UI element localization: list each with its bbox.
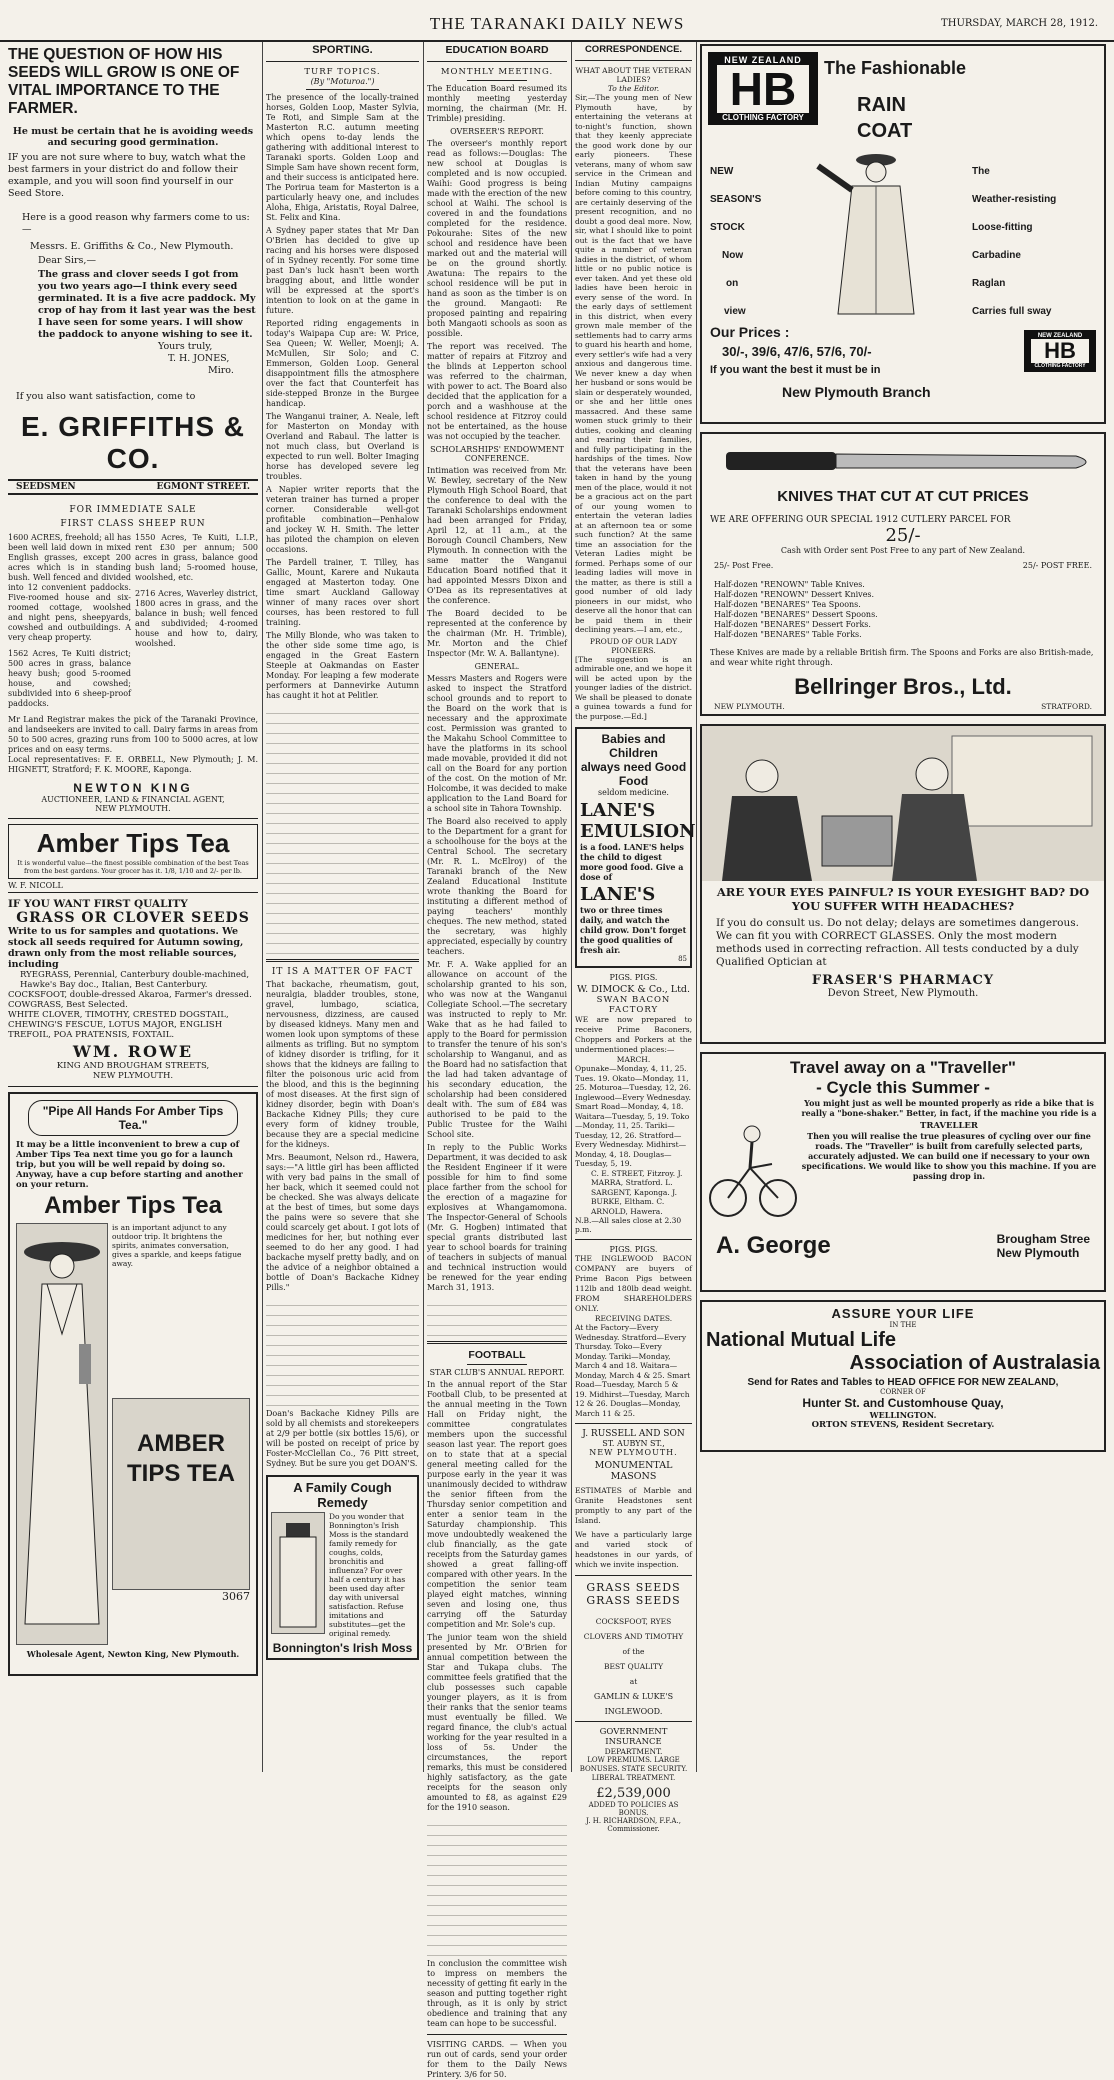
monthly-meeting: MONTHLY MEETING. bbox=[440, 67, 554, 77]
cough-bottle-illustration bbox=[271, 1512, 325, 1634]
nml-corner: CORNER OF bbox=[880, 1388, 926, 1396]
hb-right-4: Raglan bbox=[972, 278, 1006, 289]
matter-body-2: Mrs. Beaumont, Nelson rd., Hawera, says:—"A little girl has been afflicted with very bad pains in the small of her back, which it seemed could not be checked. She was always delicate at the best of times, but some days the pains were so severe that she could scarcely get about. I got lots of medicines for her, but nothing ever seemed to do her any good. I had backache myself pretty badly, and on the advice of a neighbor obtained a bottle of Doan's Backache Kidney Pills." bbox=[266, 1153, 419, 1292]
hb-prices: 30/-, 39/6, 47/6, 57/6, 70/- bbox=[722, 344, 872, 359]
edu-body-2: The overseer's monthly report read as follows:—Douglas: The new school at Douglas is completed and is now occupied. Waihi: Good progress is being made with the erection of the new school at Waihi. The school is covered in and the foundations completed for the residence. Pokourahe: Sites of the new school and residence have been marked out and the material will be on the ground shortly. Awatuna: The repairs to the school residence will be put in hand as soon as the timber is on the ground. Mangaoti: Re proposed painting and repairing both Mangaoti schools as soon as possible. bbox=[427, 139, 567, 338]
letter-body: Sir,—The young men of New Plymouth have, by entertaining the veterans at to-night's function, shown that they keenly appreciate the good work done by our early pioneers. These veterans, many of whom saw service in the Crimean and Indian Mutiny campaigns before coming to this country, are certainly deserving of the present recognition, and no doubt a good deal more. Now, sir, what I should like to point out is the fact that we have quite a number of veteran ladies in the district, of whom little or no public notice is ever taken. And yet these old ladies have been heroic in every sense of the word. In the early days of settlement in this district, when every grown male member of the settlements had to carry arms to guard his hearth and home, every settler's wife had a very anxious and dangerous time. We never knew a day when her husband or sons would be slain or desperately wounded, or she and her little ones massacred. And these same women stuck grimly to their duties, cooking and cleaning and rearing their families, and fully participating in the hardships of the times. Now that the veterans have been taken in hand by the young men of the place, would it not be a gracious act on the part of our young women to entertain the veteran ladies at an afternoon tea or some such function? At the same time an association for the Veteran Ladies might be formed. Perhaps some of our leading ladies will move in the matter, as there is still a good number of old lady pioneers in our midst, who deserve all the honor that can be paid them in their declining years.—I am, etc., bbox=[575, 93, 693, 634]
cyclist-illustration bbox=[706, 1098, 798, 1228]
sale-head: FOR IMMEDIATE SALE bbox=[69, 505, 197, 515]
column-rule bbox=[423, 42, 424, 1772]
lanes-emulsion-ad bbox=[575, 727, 696, 968]
seeds-list-2: COCKSFOOT, double-dressed Akaroa, Farmer's dressed. bbox=[8, 990, 252, 1000]
sale-listing-4: 1562 Acres, Te Kuiti district; 500 acres in grass, balance heavy bush; good 5-roomed house, and cowshed; subdivided into 6 sheep-proof paddocks. bbox=[8, 649, 131, 708]
rowe-name: WM. ROWE bbox=[72, 1042, 194, 1061]
cocksfoot-3: of the bbox=[622, 1647, 645, 1656]
hb-right-2: Loose-fitting bbox=[972, 222, 1033, 233]
edu-body-4: Intimation was received from Mr. W. Bewley, secretary of the New Plymouth High School Board, that the conference to deal with the Taranaki Scholarships endowment had been arranged for Friday, April 12, at 11 a.m., at the Borough Council Chambers, New Plymouth. In connection with the same matter the Wanganui Education Board notified that it had appointed Messrs Dixon and O'Dea as its representatives at the conference. bbox=[427, 466, 567, 605]
grass-seeds-2: GRASS SEEDS bbox=[586, 1594, 681, 1607]
frasers-pharmacy-ad bbox=[700, 724, 1106, 1044]
russell-addr-1: ST. AUBYN ST., bbox=[602, 1439, 665, 1448]
football-body-1: In the annual report of the Star Football Club, to be presented at the annual meeting in the Town Hall on Friday night, the committee congratulates members upon the successful season last year. The report goes on to state that at a special general meeting called for the purpose early in the year it was unanimously decided to withdraw the senior fifteen from the Thursday senior competition and enter a senior team in the Saturday championship. This move undoubtedly weakened the club financially, as the gate receipts from the Saturday games showed a great falling-off compared with other years. In the competition the senior team played eight matches, winning seven and losing one, thus carrying off the Saturday competition and Mr. Sole's cup. bbox=[427, 1380, 567, 1629]
hb-prices-label: Our Prices : bbox=[710, 324, 790, 340]
star-club-head: STAR CLUB'S ANNUAL REPORT. bbox=[429, 1368, 565, 1377]
turf-body-6: The Pardell trainer, T. Tilley, has Gallic, Mount, Karere and Nukauta engaged at Masterton today. One time smart Auckland Galloway winner of many races over short courses, has been restored to full training. bbox=[266, 558, 419, 627]
letter-signoff: PROUD OF OUR LADY PIONEERS. bbox=[589, 636, 678, 655]
seed-headline: THE QUESTION OF HOW HIS SEEDS WILL GROW IS ONE OF VITAL IMPORTANCE TO THE FARMER. bbox=[8, 46, 240, 117]
nml-secretary: ORTON STEVENS, Resident Secretary. bbox=[811, 1420, 995, 1430]
tea-packet-illustration bbox=[112, 1398, 250, 1590]
hb-left-5: view bbox=[724, 306, 746, 317]
seed-satisfaction: If you also want satisfaction, come to bbox=[16, 391, 196, 402]
education-heading: EDUCATION BOARD bbox=[445, 44, 549, 56]
traveller-cycle-ad bbox=[700, 1052, 1106, 1292]
amber-points: is an important adjunct to any outdoor trip. It brightens the spirits, animates conversation, gives a sparkle, and keeps fatigue away. bbox=[112, 1223, 242, 1268]
newton-king-sub-1: AUCTIONEER, LAND & FINANCIAL AGENT, bbox=[41, 795, 225, 804]
football-body-2: The junior team won the shield presented by Mr. O'Brien for annual competition between the Star and Tukapa clubs. The committee feels gratified that the club possesses such capable younger players, as it is from their ranks that the senior teams must eventually be filled. We regard finance, the club's actual working for the year resulted in a loss of 5s. Under the circumstances, the report remarks, this must be considered highly satisfactory, as the gate receipts for the season only amounted to £8, as against £29 for the 1910 season. bbox=[427, 1633, 567, 1812]
turf-body-3: Reported riding engagements in today's Waipapa Cup are: W. Price, Sea Queen; W. Weller, Moenji; A. McMullen, Sir Solo; and C. Emmerson, Golden Loop. General disappointment fills the atmosphere over the fact that Counterfeit has side-stepped Bronze in the Burgee handicap. bbox=[266, 319, 419, 408]
inglewood-body: THE INGLEWOOD BACON COMPANY are buyers of Prime Bacon Pigs between 112lb and 180lb dead weight. FROM SHAREHOLDERS ONLY. bbox=[575, 1254, 692, 1313]
knives-offer: WE ARE OFFERING OUR SPECIAL 1912 CUTLERY PARCEL FOR bbox=[710, 515, 1011, 525]
agent-reps: Local representatives: F. E. ORBELL, New Plymouth; J. M. HIGNETT, Stratford; F. K. MOORE, Kaponga. bbox=[8, 755, 258, 774]
turf-body-1: The presence of the locally-trained horses, Golden Loop, Master Sylvia, Te Roti, and Simple Sam at the Masterton R.C. autumn meeting which opens to-day lends the gathering with additional interest to Taranaki sports. Golden Loop and Simple Sam have shown recent form, and their success is anticipated here. The Porirua team for Masterton is a particularly heavy one, and includes Aloha, Ehiga, Aristatis, Royal Dalree, St. Felix and Kina. bbox=[266, 93, 419, 222]
turf-body-4: The Wanganui trainer, A. Neale, left for Masterton on Monday with Overland and Rabaul. The latter is not much class, but Overland is expected to run well. Bolter Imaging horse has developed severe leg troubles. bbox=[266, 412, 419, 481]
seeds-body: Write to us for samples and quotations. We stock all seeds required for Autumn sowing, drawn only from the most reliable sources, including bbox=[8, 926, 244, 970]
knives-note: These Knives are made by a reliable British firm. The Spoons and Forks are also British-made, and wear white right through. bbox=[710, 648, 1094, 667]
hb-branch: New Plymouth Branch bbox=[782, 384, 931, 400]
gov-amount: £2,539,000 bbox=[596, 1786, 671, 1801]
cocksfoot-4: BEST QUALITY bbox=[603, 1662, 664, 1671]
hb-right-5: Carries full sway bbox=[972, 306, 1052, 317]
pigs2-head: PIGS. PIGS. bbox=[609, 1245, 658, 1254]
visiting-cards: VISITING CARDS. — When you run out of cards, send your order for them to the Daily News Printery. 3/6 for 50. bbox=[427, 2040, 567, 2079]
hb-best: If you want the best it must be in bbox=[710, 364, 881, 376]
pipe-body: It may be a little inconvenient to brew a cup of Amber Tips Tea next time you go for a launch trip, but you will be well repaid by doing so. Anyway, have a cup before starting and another on your return. bbox=[16, 1140, 243, 1190]
amber-tips-ad bbox=[8, 1092, 258, 1676]
hb-right-0: The bbox=[972, 166, 990, 177]
nml-send: Send for Rates and Tables to HEAD OFFICE FOR NEW ZEALAND, bbox=[747, 1377, 1059, 1388]
bacon-sub: SWAN BACON FACTORY bbox=[596, 995, 671, 1015]
lanes-name-2: LANE'S bbox=[580, 884, 656, 905]
hb-small-factory: CLOTHING FACTORY bbox=[1034, 363, 1086, 369]
seed-sign-2: T. H. JONES, bbox=[168, 353, 230, 364]
traveller-head-1: Travel away on a "Traveller" bbox=[790, 1058, 1016, 1077]
lanes-name-1: LANE'S bbox=[580, 800, 656, 821]
griffiths-seedsmen: SEEDSMEN bbox=[16, 482, 76, 492]
seed-salute: Dear Sirs,— bbox=[38, 255, 96, 266]
seed-letter: The grass and clover seeds I got from you two years ago—I think every seed germinated. It is a five acre paddock. My crop of hay from it last year was the best I have seen for some years. I will show the paddock to anyone wishing to see it. bbox=[38, 269, 256, 340]
lanes-body: is a food. LANE'S helps the child to digest more good food. Give a dose of bbox=[580, 842, 684, 882]
amber-tips-logo: Amber Tips Tea bbox=[36, 828, 230, 858]
issue-date: THURSDAY, MARCH 28, 1912. bbox=[941, 18, 1098, 29]
lanes-emulsion: EMULSION bbox=[580, 821, 696, 842]
overseer-head: OVERSEER'S REPORT. bbox=[450, 127, 544, 136]
scholarship-head: SCHOLARSHIPS' ENDOWMENT CONFERENCE. bbox=[430, 445, 564, 463]
bacon-body: WE are now prepared to receive Prime Baconers, Choppers and Porkers at the undermentioned places:— bbox=[575, 1015, 692, 1054]
russell-name: J. RUSSELL AND SON bbox=[582, 1429, 685, 1439]
masthead bbox=[0, 0, 1114, 42]
inglewood-dates: At the Factory—Every Wednesday. Stratford—Every Thursday. Toko—Every Monday. Tariki—Monday, March 4 and 18. Waitara—Monday, March 4 & 25. Smart Road—Tuesday, March 5 & 19. Midhirst—Tuesday, March 12 & 26. Douglas—Monday, March 11 & 25. bbox=[575, 1323, 691, 1418]
sale-listing-3: 2716 Acres, Waverley district, 1800 acres in grass, and the balance in bush; well fenced and subdivided; 4-roomed house and how to, dairy, woolshed. bbox=[135, 589, 258, 648]
edu-body-7: The Board also received to apply to the Department for a grant for a schoolhouse for the boys at the Central School. The secretary (Mr. R. L. McElroy) of the Taranaki branch of the New Zealand Educational Institute wrote thanking the Board for instituting a different method of paying teachers' monthly cheques. The new method, stated the secretary, was highly appreciated, especially by country teachers. bbox=[427, 817, 567, 956]
letter-editor-note: [The suggestion is an admirable one, and we hope it will be acted upon by the younger ladies of the district. We shall be pleased to donate a guinea towards a fund for the purpose.—Ed.] bbox=[575, 654, 692, 721]
griffiths-name: E. GRIFFITHS & CO. bbox=[21, 411, 245, 474]
edu-body-5: The Board decided to be represented at the conference by the chairman (Mr. H. Trimble), Mr. Morton and the Chief Inspector (Mr. W. A. Ballantyne). bbox=[427, 609, 567, 658]
tea-packet-label: AMBER TIPS TEA bbox=[126, 1430, 235, 1487]
family-cough-ad bbox=[266, 1475, 419, 1660]
newton-king-sub-2: NEW PLYMOUTH. bbox=[95, 804, 171, 813]
inglewood-dates-head: RECEIVING DATES. bbox=[594, 1314, 673, 1323]
seeds-list-1: RYEGRASS, Perennial, Canterbury double-machined, Hawke's Bay doc., Italian, Best Canterbury. bbox=[20, 970, 250, 990]
nml-addr: Hunter St. and Customhouse Quay, bbox=[802, 1396, 1004, 1410]
family-head: A Family Cough Remedy bbox=[293, 1480, 392, 1510]
traveller-body: You might just as well be mounted properly as ride a bike that is really a "bone-shaker." Better, in fact, if the machine you ride is a bbox=[801, 1098, 1097, 1118]
grass-seeds-1: GRASS SEEDS bbox=[586, 1581, 681, 1594]
traveller-head-2: - Cycle this Summer - bbox=[816, 1078, 990, 1097]
seed-reason: Here is a good reason why farmers come to us:— bbox=[22, 212, 250, 235]
sale-sub: FIRST CLASS SHEEP RUN bbox=[60, 519, 206, 529]
hb-logo bbox=[708, 52, 818, 125]
george-addr-2: New Plymouth bbox=[996, 1246, 1080, 1260]
hb-logo-small bbox=[1024, 330, 1096, 372]
hb-head-1: The Fashionable bbox=[824, 58, 967, 78]
family-body: Do you wonder that Bonnington's Irish Moss is the standard family remedy for coughs, colds, bronchitis and influenza? For over half a century it has been used day after day with universal satisfaction. Refuse imitations and substitutes—get the original remedy. bbox=[329, 1512, 409, 1638]
column-rule bbox=[696, 42, 697, 1772]
hb-right-3: Carbadine bbox=[972, 250, 1021, 261]
sporting-heading: SPORTING. bbox=[312, 44, 373, 56]
george-addr-1: Brougham Stree bbox=[996, 1232, 1090, 1246]
seeds-list-3: COWGRASS, Best Selected. bbox=[8, 1000, 128, 1010]
monumental-masons: MONUMENTAL MASONS bbox=[594, 1460, 673, 1482]
letter-head: WHAT ABOUT THE VETERAN LADIES? bbox=[575, 66, 692, 84]
knives-item-0: Half-dozen "RENOWN" Table Knives. bbox=[714, 580, 865, 589]
knives-postfree-1: 25/- Post Free. bbox=[714, 561, 774, 570]
turf-body-5: A Napier writer reports that the veteran trainer has turned a proper corner. Considerable well-got profitable combination—Penhalow and jockey W. H. Smith. The letter has piloted the champion on eleven occasions. bbox=[266, 485, 419, 554]
lanes-number: 85 bbox=[678, 955, 687, 963]
bellringer-name: Bellringer Bros., Ltd. bbox=[794, 674, 1012, 699]
gov-commissioner: J. H. RICHARDSON, F.F.A., Commissioner. bbox=[586, 1817, 681, 1833]
column-2 bbox=[266, 42, 419, 1772]
edu-body-8: Mr. F. A. Wake applied for an allowance on account of the scholarship granted to his son, who was now at the Wanganui Collegiate School.—The secretary was instructed to reply to Mr. Wake that as he had failed to apply to the Board for permission to transfer the tenure of his son's scholarship to Wanganui, and as the Board had no satisfaction that the lad had taken advantage of his secondary education, the scholarship had been considered dealt with. The sum of £84 was authorised to be paid to the Public Trustee for the Waihi School site. bbox=[427, 960, 567, 1139]
hb-left-2: STOCK bbox=[710, 222, 745, 233]
seeds-list-4: WHITE CLOVER, TIMOTHY, CRESTED DOGSTAIL, CHEWING'S FESCUE, LOTUS MAJOR, ENGLISH TREFOIL, POA PRATENSIS, FOXTAIL. bbox=[8, 1010, 229, 1040]
agent-note: Mr Land Registrar makes the pick of the Taranaki Province, and landseekers are invited to call. Dairy farms in areas from 50 to 500 acres, grazing runs from 100 to 5000 acres, at low prices and on easy terms. bbox=[8, 715, 258, 754]
frasers-addr: Devon Street, New Plymouth. bbox=[827, 988, 979, 999]
in-the: IN THE bbox=[889, 1321, 917, 1329]
cocksfoot-1: COCKSFOOT, RYES bbox=[595, 1617, 672, 1626]
amber-big: Amber Tips Tea bbox=[44, 1192, 222, 1219]
bacon-nb: N.B.—All sales close at 2.30 p.m. bbox=[575, 1216, 682, 1234]
knives-cash: Cash with Order sent Post Free to any part of New Zealand. bbox=[780, 546, 1026, 555]
edu-text-filler bbox=[427, 1296, 567, 1336]
babies-3: seldom medicine. bbox=[598, 788, 669, 797]
column-1 bbox=[8, 42, 258, 1772]
matter-body: That backache, rheumatism, gout, neuralgia, bladder troubles, stone, gravel, lumbago, sciatica, nervousness, dizziness, are caused by diseased kidneys. Many men and women look upon symptoms of these ailments as trifling. But no symptom of kidney disorder is trifling, for it shows that the kidneys are failing to filter the poisonous uric acid from the blood, and this is the beginning of most diseases. At the first sign of kidney disorder, begin with Doan's Backache Kidney Pills; they cure every form of kidney trouble, because they are a special medicine for the kidneys. bbox=[266, 980, 419, 1149]
sale-listing-2: 1550 Acres, Te Kuiti, L.I.P., rent £30 per annum; 500 acres in grass, balance good bush land; 5-roomed house, woolshed, etc. bbox=[135, 533, 258, 582]
russell-body: ESTIMATES of Marble and Granite Headstones sent promptly to any part of the Island. bbox=[575, 1486, 692, 1525]
seed-intro: IF you are not sure where to buy, watch what the best farmers in your district do and follow their example, and you will soon find yourself in our Seed Store. bbox=[8, 152, 246, 199]
pigs-head: PIGS. PIGS. bbox=[609, 973, 658, 982]
seed-lead: He must be certain that he is avoiding weeds and securing good germination. bbox=[12, 126, 254, 148]
turf-body-2: A Sydney paper states that Mr Dan O'Brien has decided to give up racing and his horses were disposed of in Sydney recently. For some time past Dan's luck hasn't been worth bragging about, and little wonder will be expressed at the sport's intention to look on at the game in future. bbox=[266, 226, 419, 315]
gov-department: DEPARTMENT. bbox=[604, 1747, 663, 1756]
gov-bonus: ADDED TO POLICIES AS BONUS. bbox=[588, 1801, 679, 1817]
griffiths-street: EGMONT STREET. bbox=[156, 482, 250, 492]
amber-footer: Wholesale Agent, Newton King, New Plymouth. bbox=[26, 1649, 240, 1659]
bacon-name: W. DIMOCK & Co., Ltd. bbox=[577, 984, 690, 995]
hb-logo-nz: NEW ZEALAND bbox=[724, 55, 802, 65]
knives-head: KNIVES THAT CUT AT CUT PRICES bbox=[777, 488, 1029, 505]
nml-city: WELLINGTON. bbox=[869, 1410, 937, 1420]
gamlin-inglewood: INGLEWOOD. bbox=[604, 1707, 663, 1716]
bacon-agents: C. E. STREET, Fitzroy. J. MARRA, Stratford. L. SARGENT, Kaponga. J. BURKE, Eltham. C. ARNOLD, Hawera. bbox=[591, 1168, 683, 1216]
two-men-illustration bbox=[702, 726, 1104, 881]
knives-item-4: Half-dozen "BENARES" Dessert Forks. bbox=[714, 620, 871, 629]
sale-listing-1: 1600 ACRES, freehold; all has been well laid down in mixed English grasses, except 200 acres which is in standing bush. Well fenced and divided into 12 convenient paddocks. Five-roomed house and six-roomed cottage, woolshed and night pens, sheepyards, cowshed and outbuildings. A very cheap property. bbox=[8, 533, 131, 642]
russell-addr-2: NEW PLYMOUTH. bbox=[589, 1448, 678, 1457]
turf-text-filler bbox=[266, 704, 419, 954]
football-body-3: In conclusion the committee wish to impress on members the necessity of getting fit early in the season and putting together right through, as it is only by strict obedience and training that any team can hope to be successful. bbox=[427, 1959, 567, 2028]
gamlin-luke: GAMLIN & LUKE'S bbox=[593, 1692, 674, 1701]
knives-postfree-2: 25/- POST FREE. bbox=[1022, 561, 1092, 570]
hb-left-4: on bbox=[726, 278, 739, 289]
knives-item-5: Half-dozen "BENARES" Table Forks. bbox=[714, 630, 862, 639]
edu-body-3: The report was received. The matter of repairs at Fitzroy and the blinds at Lepperton school was referred to the chairman, with power to act. The Board also decided that the application for a porch and a washhouse at the school residence at Fitzroy could not be entertained, as the house was not occupied by the teacher. bbox=[427, 342, 567, 441]
column-3 bbox=[427, 42, 567, 2079]
column-5 bbox=[700, 42, 1106, 1772]
russell-body-2: We have a particularly large and varied stock of headstones in our yards, of which we invite inspection. bbox=[575, 1530, 692, 1569]
football-text-filler bbox=[427, 1816, 567, 1956]
matter-text-filler bbox=[266, 1296, 419, 1406]
knives-ad bbox=[700, 432, 1106, 716]
hb-logo-factory: CLOTHING FACTORY bbox=[722, 113, 804, 122]
cocksfoot-2: CLOVERS AND TIMOTHY bbox=[583, 1632, 684, 1641]
knives-item-1: Half-dozen "RENOWN" Dessert Knives. bbox=[714, 590, 875, 599]
eyes-body: If you do consult us. Do not delay; delays are sometimes dangerous. We can fit you with CORRECT GLASSES. Only the most modern methods used in correcting refraction. All tests conducted by a duly Qualified Optician at bbox=[716, 917, 1079, 968]
hb-right-1: Weather-resisting bbox=[972, 194, 1057, 205]
hb-raincoat-ad bbox=[700, 44, 1106, 424]
knife-illustration bbox=[706, 438, 1100, 486]
seeds-head: GRASS OR CLOVER SEEDS bbox=[16, 910, 250, 926]
general-head: GENERAL. bbox=[474, 662, 520, 671]
football-heading: FOOTBALL bbox=[468, 1349, 526, 1361]
knives-item-2: Half-dozen "BENARES" Tea Spoons. bbox=[714, 600, 861, 609]
edu-body-6: Messrs Masters and Rogers were asked to inspect the Stratford school grounds and to report to the Board on the work that is necessary and the approximate cost. Permission was granted to the Makahu School Committee to have the platforms in its school made movable, provided it did not call on the Board for any portion of the cost. On the motion of Mr. Holcombe, it was decided to make application to the Land Board for a school site in Tahora Township. bbox=[427, 674, 567, 813]
traveller-body-2: Then you will realise the true pleasures of cycling over our fine roads. The "Traveller" is built from carefully selected parts, accurately adjusted. We can build one if necessary to your own specifications. We would like to show you this machine. If you are passing drop in. bbox=[801, 1131, 1097, 1181]
matter-head: IT IS A MATTER OF FACT bbox=[271, 967, 414, 977]
seeds-top: IF YOU WANT FIRST QUALITY bbox=[8, 898, 188, 910]
babies-1: Babies and Children bbox=[601, 732, 666, 760]
gov-insurance: GOVERNMENT INSURANCE bbox=[599, 1727, 668, 1747]
bacon-schedule: Opunake—Monday, 4, 11, 25. Tues. 19. Okato—Monday, 11, 25. Moturoa—Tuesday, 12, 26. Inglewood—Every Wednesday. Smart Road—Monday, 4, 18. Waitara—Tuesday, 5, 19. Toko—Monday, 11, 25. Tariki—Tuesday, 12, 26. Stratford—Every Wednesday. Midhirst—Monday, 4, 18. Douglas—Tuesday, 5, 19. bbox=[575, 1064, 692, 1168]
traveller-name: TRAVELLER bbox=[920, 1121, 978, 1131]
seed-sign-3: Miro. bbox=[208, 365, 234, 376]
pipe-head: "Pipe All Hands For Amber Tips Tea." bbox=[42, 1104, 224, 1132]
hb-left-0: NEW bbox=[710, 166, 734, 177]
newspaper-title: THE TARANAKI DAILY NEWS bbox=[429, 14, 685, 33]
turf-body-7: The Milly Blonde, who was taken to the other side some time ago, is engaged in the Great Eastern Steeple at Oakmandas on Easter Monday. For leaping a few moderate performers at Dannevirke Autumn has caught it hot at Pelitler. bbox=[266, 631, 419, 700]
newton-king-name: NEWTON KING bbox=[73, 781, 193, 795]
seed-sign-1: Yours truly, bbox=[158, 341, 213, 352]
column-4 bbox=[575, 42, 696, 1833]
letter-to: To the Editor. bbox=[607, 84, 660, 93]
nicoll-label: W. F. NICOLL bbox=[8, 881, 63, 890]
eyes-head: ARE YOUR EYES PAINFUL? IS YOUR EYESIGHT BAD? DO YOU SUFFER WITH HEADACHES? bbox=[716, 885, 1090, 913]
hb-small-letters: HB bbox=[1031, 339, 1089, 363]
rowe-addr-2: NEW PLYMOUTH. bbox=[92, 1071, 174, 1081]
column-rule bbox=[571, 42, 572, 1772]
hb-head-2: RAIN bbox=[857, 94, 906, 116]
amber-number: 3067 bbox=[222, 1590, 250, 1603]
hb-head-3: COAT bbox=[857, 120, 913, 142]
gov-terms: LOW PREMIUMS. LARGE BONUSES. STATE SECURITY. LIBERAL TREATMENT. bbox=[579, 1756, 688, 1782]
turf-topics: TURF TOPICS. bbox=[304, 67, 381, 77]
bacon-month: MARCH. bbox=[616, 1055, 651, 1064]
hb-left-3: Now bbox=[722, 250, 744, 261]
hb-left-1: SEASON'S bbox=[710, 194, 762, 205]
seed-addressee: Messrs. E. Griffiths & Co., New Plymouth. bbox=[30, 241, 234, 252]
column-rule bbox=[262, 42, 263, 1772]
cocksfoot-5: at bbox=[629, 1677, 638, 1686]
woman-illustration bbox=[16, 1223, 108, 1645]
lanes-body-2: two or three times daily, and watch the child grow. Don't forget the good qualities of fresh air. bbox=[580, 905, 687, 955]
hb-small-nz: NEW ZEALAND bbox=[1037, 333, 1083, 339]
nml-name-2: Association of Australasia bbox=[849, 1352, 1100, 1374]
correspondence-heading: CORRESPONDENCE. bbox=[584, 44, 683, 55]
nml-name-1: National Mutual Life bbox=[706, 1329, 896, 1351]
rowe-addr-1: KING AND BROUGHAM STREETS, bbox=[56, 1061, 210, 1071]
bellringer-np: NEW PLYMOUTH. bbox=[714, 702, 785, 711]
babies-2: always need Good Food bbox=[580, 760, 687, 788]
amber-tips-small: It is wonderful value—the finest possible combination of the best Teas from the best gardens. Your grocer has it. 1/8, 1/10 and 2/- per lb. bbox=[17, 859, 249, 875]
bellringer-stratford: STRATFORD. bbox=[1041, 702, 1092, 711]
hb-logo-letters: HB bbox=[717, 65, 809, 113]
assure-life: ASSURE YOUR LIFE bbox=[831, 1306, 975, 1321]
family-foot: Bonnington's Irish Moss bbox=[272, 1641, 413, 1655]
man-in-raincoat-illustration bbox=[788, 146, 968, 316]
edu-body-1: The Education Board resumed its monthly meeting yesterday morning, the chairman (Mr. H. Trimble) presiding. bbox=[427, 84, 567, 123]
matter-body-3: Doan's Backache Kidney Pills are sold by all chemists and storekeepers at 2/9 per bottle (six bottles 15/6), or will be posted on receipt of price by Foster-McClellan Co., 76 Pitt street, Sydney. But be sure you get DOAN'S. bbox=[266, 1409, 419, 1468]
knives-item-3: Half-dozen "BENARES" Dessert Spoons. bbox=[714, 610, 878, 619]
edu-body-9: In reply to the Public Works Department, it was decided to ask the Resident Engineer if it were possible for him to find some place farther from the school for the erection of a magazine for explosives at Whangamomona. The Inspector-General of Schools (Mr. G. Hogben) intimated that special grants distributed last year to school boards for training of teachers in subjects of manual and technical instruction would be renewed for the year ending March 31, 1913. bbox=[427, 1143, 567, 1292]
knives-price: 25/- bbox=[885, 525, 921, 546]
national-mutual-ad bbox=[700, 1300, 1106, 1452]
turf-byline: (By "Moturoa.") bbox=[310, 77, 375, 86]
frasers-name: FRASER'S PHARMACY bbox=[811, 973, 995, 988]
george-name: A. George bbox=[716, 1232, 831, 1259]
